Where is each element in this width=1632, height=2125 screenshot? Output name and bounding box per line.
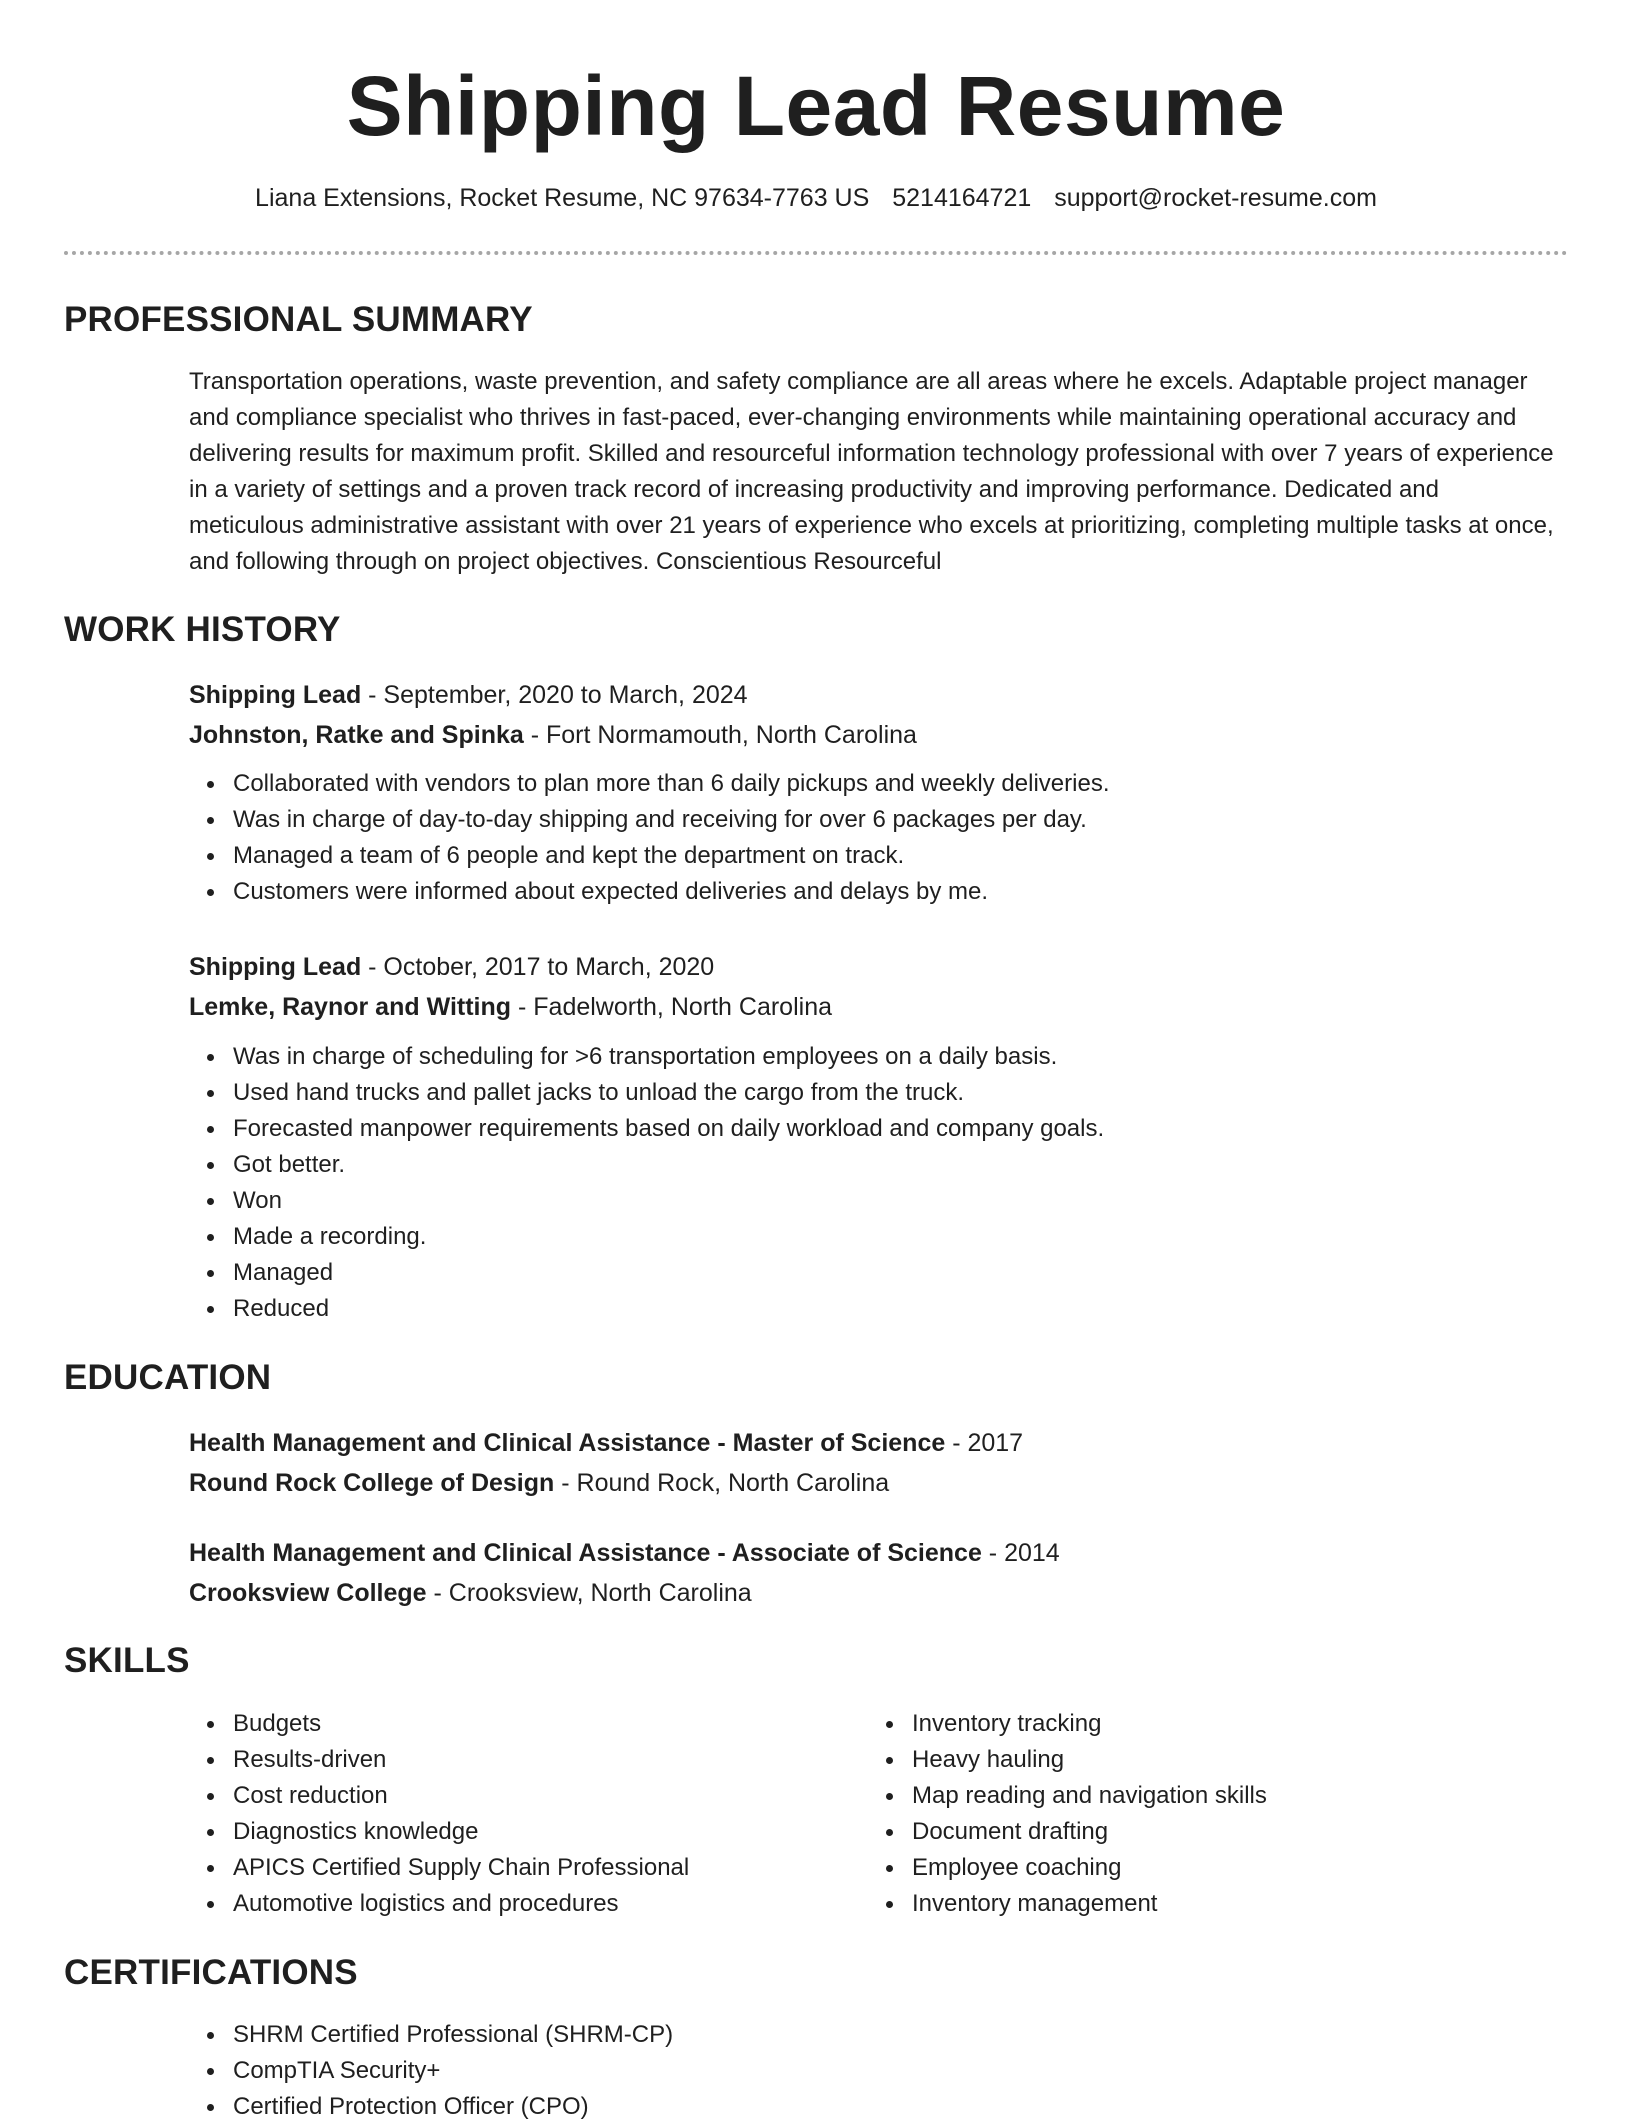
school: Round Rock College of Design xyxy=(189,1469,555,1497)
list-item: Made a recording. xyxy=(233,1219,1559,1255)
list-item: Used hand trucks and pallet jacks to unload the cargo from the truck. xyxy=(233,1075,1559,1111)
list-item: Forecasted manpower requirements based on daily workload and company goals. xyxy=(233,1111,1559,1147)
list-item: Certified Protection Officer (CPO) xyxy=(233,2089,1559,2125)
list-item: CompTIA Security+ xyxy=(233,2053,1559,2089)
job-location: - Fadelworth, North Carolina xyxy=(511,993,833,1021)
contact-email: support@rocket-resume.com xyxy=(1054,184,1377,212)
list-item: Automotive logistics and procedures xyxy=(233,1886,849,1922)
list-item: Budgets xyxy=(233,1706,849,1742)
list-item: Employee coaching xyxy=(912,1850,1528,1886)
degree-year: - 2014 xyxy=(981,1539,1060,1567)
section-heading-skills: SKILLS xyxy=(64,1641,190,1680)
job-company-line xyxy=(189,987,1559,1027)
skills-column-left xyxy=(189,1706,849,1922)
skills-column-right xyxy=(868,1706,1528,1922)
school-location: - Crooksview, North Carolina xyxy=(426,1579,752,1607)
list-item: Collaborated with vendors to plan more than 6 daily pickups and weekly deliveries. xyxy=(233,766,1559,802)
school-location: - Round Rock, North Carolina xyxy=(554,1469,890,1497)
degree: Health Management and Clinical Assistance - Master of Science xyxy=(189,1429,946,1457)
resume-title: Shipping Lead Resume xyxy=(346,59,1286,153)
education-entry xyxy=(189,1533,1559,1613)
header-divider xyxy=(64,251,1568,255)
list-item: Won xyxy=(233,1183,1559,1219)
job-company: Lemke, Raynor and Witting xyxy=(189,993,512,1021)
list-item: SHRM Certified Professional (SHRM-CP) xyxy=(233,2017,1559,2053)
list-item: Managed xyxy=(233,1255,1559,1291)
list-item: Customers were informed about expected deliveries and delays by me. xyxy=(233,874,1559,910)
summary-text: Transportation operations, waste prevention, and safety compliance are all areas where he excels. Adaptable project manager and compliance specialist who thrives in fast-paced, ever-changing environments while maintaining operational accuracy and delivering results for maximum profit. Skilled and resourceful information technology professional with over 7 years of experience in a variety of settings and a proven track record of increasing productivity and improving performance. Dedicated and meticulous administrative assistant with over 21 years of experience who excels at prioritizing, completing multiple tasks at once, and following through on project objectives. Conscientious Resourceful xyxy=(189,368,1554,575)
contact-address: Liana Extensions, Rocket Resume, NC 97634-7763 US xyxy=(255,184,870,212)
job-entry xyxy=(189,675,1559,910)
job-dates: - September, 2020 to March, 2024 xyxy=(361,681,748,709)
contact-phone: 5214164721 xyxy=(892,184,1032,212)
section-heading-work-history: WORK HISTORY xyxy=(64,610,341,649)
certifications-block xyxy=(189,2017,1559,2125)
list-item: Results-driven xyxy=(233,1742,849,1778)
certifications-list xyxy=(189,2017,1559,2125)
list-item: Managed a team of 6 people and kept the department on track. xyxy=(233,838,1559,874)
job-title-line xyxy=(189,947,1559,987)
summary-block xyxy=(189,364,1559,580)
job-company: Johnston, Ratke and Spinka xyxy=(189,721,524,749)
job-entry xyxy=(189,947,1559,1327)
degree-line xyxy=(189,1533,1559,1573)
list-item: Got better. xyxy=(233,1147,1559,1183)
list-item: Heavy hauling xyxy=(912,1742,1528,1778)
job-title: Shipping Lead xyxy=(189,953,362,981)
school-line xyxy=(189,1463,1559,1503)
degree-line xyxy=(189,1423,1559,1463)
school: Crooksview College xyxy=(189,1579,427,1607)
job-title: Shipping Lead xyxy=(189,681,362,709)
school-line xyxy=(189,1573,1559,1613)
contact-line xyxy=(64,180,1568,216)
degree: Health Management and Clinical Assistance - Associate of Science xyxy=(189,1539,982,1567)
list-item: Inventory tracking xyxy=(912,1706,1528,1742)
list-item: Diagnostics knowledge xyxy=(233,1814,849,1850)
skills-list xyxy=(189,1706,849,1922)
job-title-line xyxy=(189,675,1559,715)
degree-year: - 2017 xyxy=(945,1429,1024,1457)
list-item: Inventory management xyxy=(912,1886,1528,1922)
list-item: Reduced xyxy=(233,1291,1559,1327)
list-item: Was in charge of scheduling for >6 transportation employees on a daily basis. xyxy=(233,1039,1559,1075)
list-item: Document drafting xyxy=(912,1814,1528,1850)
job-bullets xyxy=(189,1039,1559,1327)
list-item: Was in charge of day-to-day shipping and receiving for over 6 packages per day. xyxy=(233,802,1559,838)
job-bullets xyxy=(189,766,1559,910)
education-entry xyxy=(189,1423,1559,1503)
job-location: - Fort Normamouth, North Carolina xyxy=(523,721,917,749)
list-item: Map reading and navigation skills xyxy=(912,1778,1528,1814)
section-heading-certifications: CERTIFICATIONS xyxy=(64,1953,358,1992)
section-heading-education: EDUCATION xyxy=(64,1358,272,1397)
skills-list xyxy=(868,1706,1528,1922)
list-item: Cost reduction xyxy=(233,1778,849,1814)
list-item: APICS Certified Supply Chain Professional xyxy=(233,1850,849,1886)
job-dates: - October, 2017 to March, 2020 xyxy=(361,953,715,981)
job-company-line xyxy=(189,715,1559,755)
section-heading-summary: PROFESSIONAL SUMMARY xyxy=(64,300,533,339)
